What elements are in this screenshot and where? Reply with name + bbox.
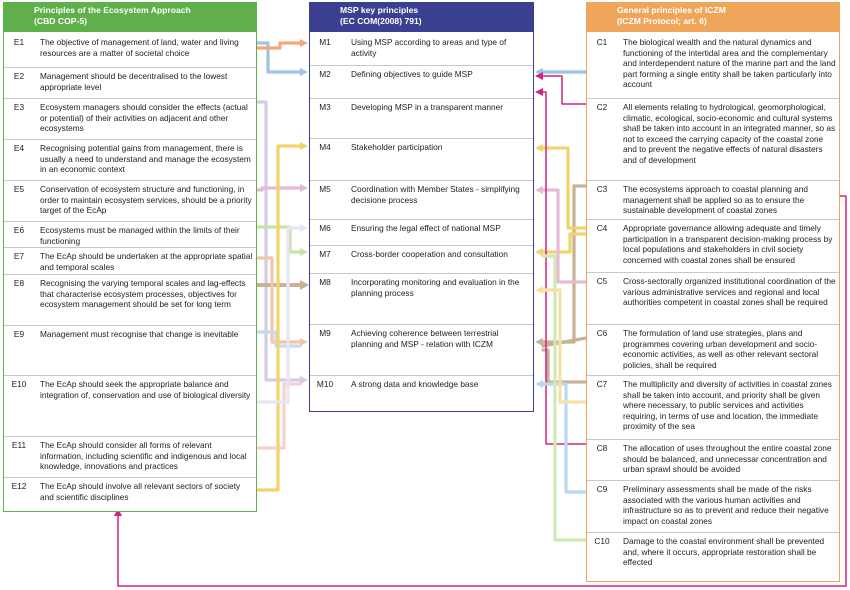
ecosystem-header	[4, 3, 256, 32]
link-e11-m10	[257, 384, 300, 448]
ecosystem-title: Principles of the Ecosystem Approach	[34, 5, 191, 15]
principle-m6	[310, 219, 533, 233]
principle-code: M8	[319, 277, 331, 287]
principle-m10	[310, 375, 533, 389]
principle-code: E11	[11, 440, 27, 450]
principle-code: E4	[13, 143, 25, 153]
principle-text: Recognising potential gains from management, there is usually a need to understand and manage the ecosystem in an economic context	[40, 143, 251, 174]
iczm-title: General principles of ICZM	[617, 5, 726, 15]
principle-code: C7	[596, 379, 608, 389]
principle-c9	[587, 480, 839, 526]
principle-code: C3	[596, 184, 608, 194]
principle-c10	[587, 532, 839, 567]
principle-text: Damage to the coastal environment shall be prevented and, where it occurs, appropriate restoration shall be effected	[623, 536, 825, 567]
principle-code: C9	[596, 484, 608, 494]
link-c7-m8	[543, 290, 586, 402]
principle-e12	[4, 477, 256, 502]
principle-m3	[310, 98, 533, 112]
principle-code: C5	[596, 276, 608, 286]
principle-code: M2	[319, 69, 331, 79]
principle-e9	[4, 325, 256, 339]
link-e5-m5	[257, 188, 300, 190]
principle-text: The ecosystems approach to coastal planning and management shall be applied so as to ensure the sustainable development of coastal zones	[623, 184, 808, 215]
principle-e3	[4, 98, 256, 133]
principle-m5	[310, 180, 533, 205]
ecosystem-approach-column	[3, 2, 257, 512]
principle-e8	[4, 274, 256, 309]
principle-code: E7	[13, 251, 25, 261]
principle-text: All elements relating to hydrological, geomorphological, climatic, ecological, socio-economic and cultural systems shall be taken into account in an integrated manner, so as not to exceed the carrying capacity of the coastal zone and to prevent the negative effects of natural disasters and of development	[623, 102, 836, 165]
principle-code: E3	[13, 102, 25, 112]
principle-c7	[587, 375, 839, 431]
principle-code: C10	[594, 536, 610, 546]
principle-text: The EcAp should involve all relevant sectors of society and scientific disciplines	[40, 481, 241, 502]
principle-m7	[310, 245, 533, 259]
principle-m4	[310, 138, 533, 152]
link-e10-m6	[257, 228, 300, 402]
principle-code: E12	[11, 481, 27, 491]
principle-text: The EcAp should seek the appropriate balance and integration of, conservation and use of biological diversity	[40, 379, 251, 400]
principle-text: The EcAp should be undertaken at the appropriate spatial and temporal scales	[40, 251, 253, 272]
principle-text: Stakeholder participation	[351, 142, 443, 152]
principle-text: Management must recognise that change is inevitable	[40, 329, 239, 339]
link-c8-m1	[543, 92, 586, 444]
principle-code: M1	[319, 37, 331, 47]
principle-code: C4	[596, 223, 608, 233]
link-e1-m1	[257, 43, 300, 48]
principle-e2	[4, 67, 256, 92]
principle-code: C1	[596, 37, 608, 47]
link-c4-m4	[543, 148, 586, 228]
link-c9-m10	[543, 384, 586, 492]
principle-text: Cross-border cooperation and consultation	[351, 249, 508, 259]
principle-text: Developing MSP in a transparent manner	[351, 102, 504, 112]
link-e1-m2	[257, 43, 300, 72]
principle-e4	[4, 139, 256, 174]
principle-text: Coordination with Member States - simplifying decisione process	[351, 184, 520, 205]
link-c2-m2	[543, 76, 586, 104]
principle-c6	[587, 324, 839, 370]
principle-text: A strong data and knowledge base	[351, 379, 479, 389]
principle-text: The multiplicity and diversity of activities in coastal zones shall be taken into account, and priority shall be given where necessary, to public services and activities requiring, in terms of use and location, the immediate proximity of the sea	[623, 379, 832, 431]
link-c3-m9	[543, 186, 586, 342]
principle-e5	[4, 180, 256, 215]
msp-subtitle: (EC COM(2008) 791)	[340, 16, 422, 26]
principle-c8	[587, 439, 839, 474]
principle-text: The EcAp should consider all forms of relevant information, including scientific and indigenous and local knowledge, innovations and practices	[40, 440, 247, 471]
principle-code: M10	[316, 379, 334, 389]
principle-text: The allocation of uses throughout the entire coastal zone should be balanced, and unnecessar concentration and urban sprawl should be avoided	[623, 443, 832, 474]
principle-text: The formulation of land use strategies, plans and programmes covering urban development and socio-economic activities, as well as other relevant sectoral policies, shall be required	[623, 328, 819, 370]
principle-code: M9	[319, 328, 331, 338]
principle-m8	[310, 273, 533, 298]
principle-text: Cross-sectorally organized institutional coordination of the various administrative services and regional and local authorities competent in coastal zones shall be required	[623, 276, 836, 307]
principle-e6	[4, 221, 256, 246]
iczm-principles-column	[586, 2, 840, 582]
principle-code: E5	[13, 184, 25, 194]
iczm-subtitle: (ICZM Protocol; art. 6)	[617, 16, 707, 26]
principle-text: Incorporating monitoring and evaluation in the planning process	[351, 277, 520, 298]
principle-code: E8	[13, 278, 25, 288]
principle-text: Using MSP according to areas and type of activity	[351, 37, 507, 58]
principle-text: Preliminary assessments shall be made of the risks associated with the various human activities and infrastructure so as to prevent and reduce their negative impact on coastal zones	[623, 484, 829, 526]
principle-text: Ecosystem managers should consider the effects (actual or potential) of their activities on adjacent and other ecosystems	[40, 102, 248, 133]
principle-text: The biological wealth and the natural dynamics and functioning of the intertidal area and the complementary and interdependent nature of the marine part and the land part forming a single entity shall be taken particularly into account	[623, 37, 836, 89]
principle-code: E10	[11, 379, 27, 389]
principle-text: Appropriate governance allowing adequate and timely participation in a transparent decision-making process by local populations and stakeholders in civil society concerned with coastal zones shall be ensured	[623, 223, 833, 265]
link-e9-m9	[257, 332, 300, 346]
principle-code: M7	[319, 249, 331, 259]
link-e6-m7	[257, 227, 300, 252]
principle-e7	[4, 247, 256, 272]
msp-title: MSP key principles	[340, 5, 419, 15]
principle-code: C2	[596, 102, 608, 112]
principle-code: M3	[319, 102, 331, 112]
link-c10-m7	[543, 256, 586, 540]
principle-text: Recognising the varying temporal scales and lag-effects that characterise ecosystem processes, objectives for ecosystem management should be set for long term	[40, 278, 246, 309]
link-e7-m9	[257, 258, 300, 342]
principle-text: Ensuring the legal effect of national MSP	[351, 223, 501, 233]
principle-code: C6	[596, 328, 608, 338]
principle-text: Conservation of ecosystem structure and functioning, in order to maintain ecosystem services, should be a priority target of the EcAp	[40, 184, 252, 215]
link-e3-m10	[257, 102, 300, 380]
link-c5-m5	[543, 190, 586, 282]
ecosystem-subtitle: (CBD COP-5)	[34, 16, 87, 26]
link-e12-m4	[257, 146, 300, 490]
principle-code: M6	[319, 223, 331, 233]
iczm-header	[587, 3, 839, 32]
principle-text: Achieving coherence between terrestrial planning and MSP - relation with ICZM	[351, 328, 499, 349]
principle-c4	[587, 219, 839, 265]
principle-c2	[587, 98, 839, 165]
principle-c3	[587, 180, 839, 215]
principle-code: E6	[13, 225, 25, 235]
link-c6-m9	[543, 338, 586, 346]
link-c4-m7	[543, 234, 586, 252]
principle-code: C8	[596, 443, 608, 453]
msp-principles-column	[309, 2, 534, 412]
msp-header	[310, 3, 533, 32]
link-c7-m9	[543, 350, 586, 382]
principle-c5	[587, 272, 839, 307]
principle-code: E1	[13, 37, 25, 47]
principle-e10	[4, 375, 256, 400]
principle-m2	[310, 65, 533, 79]
principle-text: The objective of management of land, water and living resources are a matter of societal choice	[40, 37, 239, 58]
principle-text: Defining objectives to guide MSP	[351, 69, 473, 79]
principle-code: E9	[13, 329, 25, 339]
principle-code: M5	[319, 184, 331, 194]
principle-text: Management should be decentralised to the lowest appropriate level	[40, 71, 228, 92]
principle-m9	[310, 324, 533, 349]
principle-code: M4	[319, 142, 331, 152]
principle-code: E2	[13, 71, 25, 81]
principle-text: Ecosystems must be managed within the limits of their functioning	[40, 225, 240, 246]
principle-e11	[4, 436, 256, 471]
